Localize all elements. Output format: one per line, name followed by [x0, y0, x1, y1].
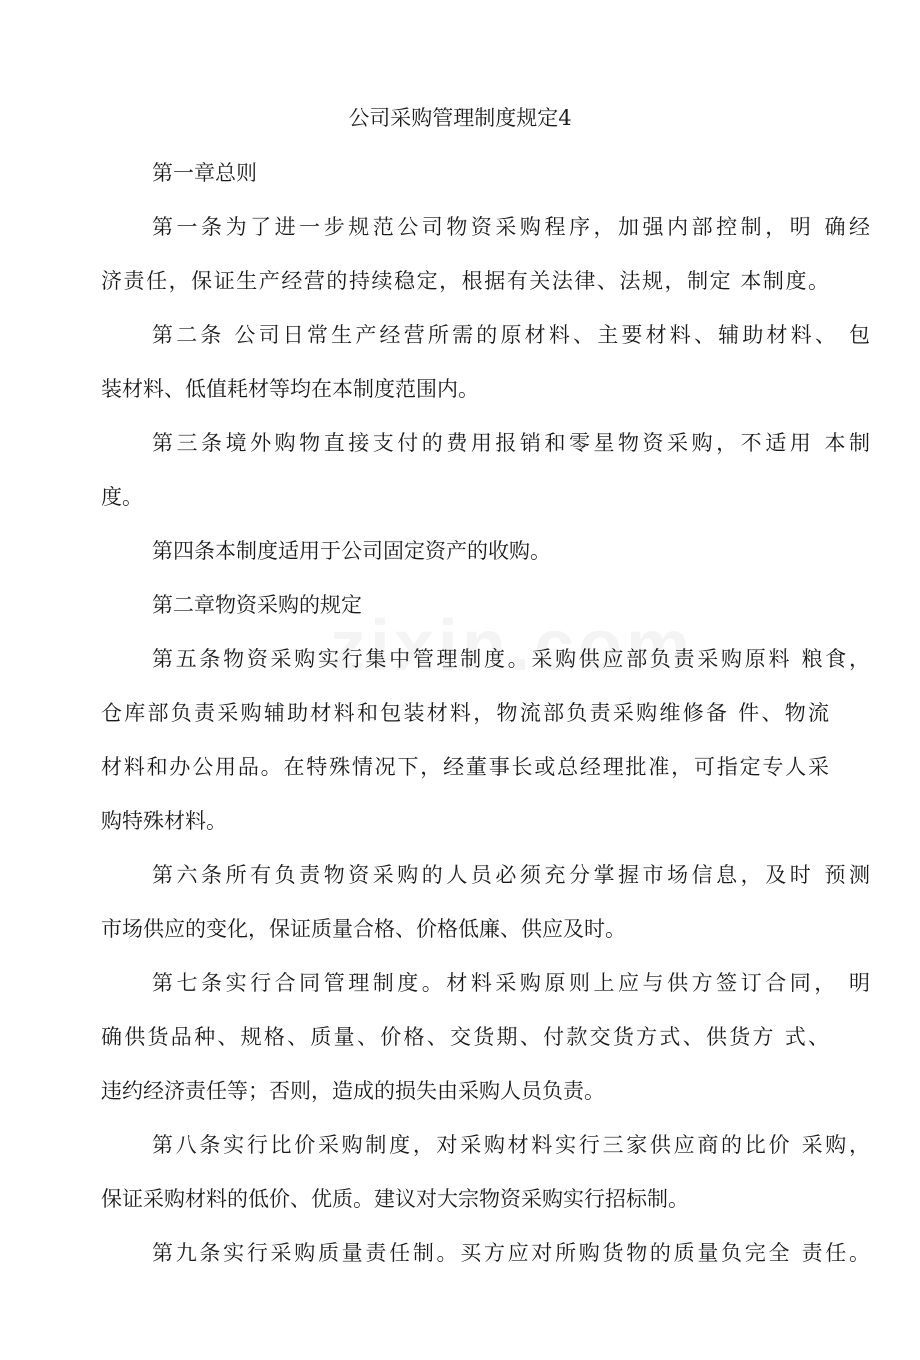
- paragraph-line: 第六条所有负责物资采购的人员必须充分掌握市场信息，及时 预测: [152, 863, 870, 887]
- chapter-heading: 第一章总则: [152, 161, 257, 185]
- paragraph-line: 第七条实行合同管理制度。材料采购原则上应与供方签订合同， 明: [152, 971, 870, 995]
- paragraph-line: 度。: [101, 485, 143, 509]
- paragraph-line: 购特殊材料。: [101, 809, 227, 833]
- paragraph-line: 第八条实行比价采购制度，对采购材料实行三家供应商的比价 采购，: [152, 1133, 870, 1157]
- paragraph-line: 第四条本制度适用于公司固定资产的收购。: [152, 539, 551, 563]
- paragraph-line: 仓库部负责采购辅助材料和包装材料，物流部负责采购维修备 件、物流: [101, 701, 829, 725]
- paragraph-line: 第二条 公司日常生产经营所需的原材料、主要材料、辅助材料、 包: [152, 323, 870, 347]
- chapter-heading: 第二章物资采购的规定: [152, 593, 362, 617]
- paragraph-line: 市场供应的变化，保证质量合格、价格低廉、供应及时。: [101, 917, 626, 941]
- paragraph-line: 确供货品种、规格、质量、价格、交货期、付款交货方式、供货方 式、: [101, 1025, 829, 1049]
- paragraph-line: 第三条境外购物直接支付的费用报销和零星物资采购，不适用 本制: [152, 431, 870, 455]
- paragraph-line: 第九条实行采购质量责任制。买方应对所购货物的质量负完全 责任。: [152, 1241, 870, 1265]
- document-title: 公司采购管理制度规定4: [348, 106, 572, 130]
- paragraph-line: 装材料、低值耗材等均在本制度范围内。: [101, 377, 479, 401]
- paragraph-line: 材料和办公用品。在特殊情况下，经董事长或总经理批准，可指定专人采: [101, 755, 829, 779]
- paragraph-line: 违约经济责任等；否则，造成的损失由采购人员负责。: [101, 1079, 605, 1103]
- paragraph-line: 济责任，保证生产经营的持续稳定，根据有关法律、法规，制定 本制度。: [101, 269, 829, 293]
- paragraph-line: 第一条为了进一步规范公司物资采购程序，加强内部控制，明 确经: [152, 215, 870, 239]
- paragraph-line: 保证采购材料的低价、优质。建议对大宗物资采购实行招标制。: [101, 1187, 689, 1211]
- paragraph-line: 第五条物资采购实行集中管理制度。采购供应部负责采购原料 粮食，: [152, 647, 870, 671]
